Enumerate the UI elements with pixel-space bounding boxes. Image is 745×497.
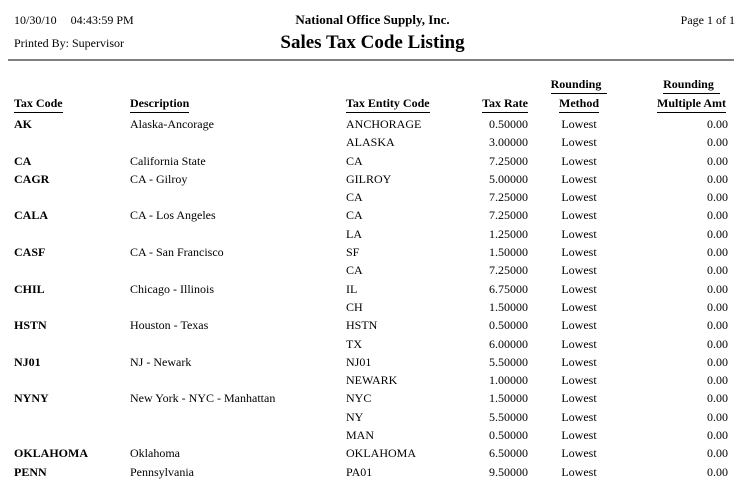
rounding-multiple-amt-cell: 0.00 — [707, 281, 728, 296]
rounding-method-cell: Lowest — [561, 190, 597, 205]
rounding-multiple-amt-cell: 0.00 — [707, 391, 728, 406]
tax-rate-cell: 0.50000 — [489, 318, 528, 333]
tax-code-cell: CA — [14, 153, 32, 168]
table-body — [0, 113, 745, 481]
tax-entity-code-cell: ALASKA — [346, 135, 395, 150]
rounding-multiple-amt-cell: 0.00 — [707, 135, 728, 150]
header-rounding-method-line2: Method — [559, 94, 599, 113]
table-row — [0, 225, 745, 243]
tax-rate-cell: 1.50000 — [489, 299, 528, 314]
rounding-method-cell: Lowest — [561, 318, 597, 333]
table-row — [0, 188, 745, 206]
tax-rate-cell: 7.25000 — [489, 153, 528, 168]
description-cell — [130, 188, 346, 206]
rounding-method-cell: Lowest — [561, 373, 597, 388]
description-cell: California State — [130, 153, 206, 168]
tax-code-cell — [14, 133, 130, 151]
tax-code-cell — [14, 261, 130, 279]
tax-rate-cell: 6.00000 — [489, 336, 528, 351]
rounding-method-cell: Lowest — [561, 391, 597, 406]
tax-code-cell: OKLAHOMA — [14, 446, 88, 461]
tax-rate-cell: 7.25000 — [489, 190, 528, 205]
rounding-method-cell: Lowest — [561, 409, 597, 424]
rounding-multiple-amt-cell: 0.00 — [707, 117, 728, 131]
tax-code-cell: CAGR — [14, 171, 50, 186]
table-row — [0, 298, 745, 316]
table-row — [0, 463, 745, 481]
tax-code-cell — [14, 225, 130, 243]
tax-code-cell: PENN — [14, 464, 47, 479]
tax-rate-cell: 7.25000 — [489, 208, 528, 223]
table-row — [0, 316, 745, 334]
rounding-method-cell: Lowest — [561, 281, 597, 296]
rounding-method-cell: Lowest — [561, 336, 597, 351]
table-row — [0, 206, 745, 224]
header-tax-rate-label: Tax Rate — [482, 94, 528, 113]
report-title: Sales Tax Code Listing — [280, 32, 465, 53]
rounding-multiple-amt-cell: 0.00 — [707, 171, 728, 186]
tax-rate-cell: 5.50000 — [489, 354, 528, 369]
description-cell: CA - San Francisco — [130, 245, 224, 260]
table-row — [0, 426, 745, 444]
tax-entity-code-cell: NY — [346, 409, 364, 424]
rounding-method-cell: Lowest — [561, 208, 597, 223]
header-rule — [8, 59, 734, 61]
tax-code-cell — [14, 408, 130, 426]
tax-code-cell — [14, 371, 130, 389]
rounding-multiple-amt-cell: 0.00 — [707, 373, 728, 388]
description-cell: Houston - Texas — [130, 318, 209, 333]
tax-entity-code-cell: NEWARK — [346, 373, 398, 388]
tax-code-cell: AK — [14, 117, 32, 131]
rounding-multiple-amt-cell: 0.00 — [707, 299, 728, 314]
tax-code-cell: NYNY — [14, 391, 49, 406]
description-cell: Alaska-Ancorage — [130, 117, 214, 131]
header-rounding-method-line1: Rounding — [551, 75, 608, 94]
description-cell — [130, 408, 346, 426]
rounding-method-cell: Lowest — [561, 428, 597, 443]
rounding-multiple-amt-cell: 0.00 — [707, 428, 728, 443]
page-number: Page 1 of 1 — [680, 13, 735, 27]
rounding-method-cell: Lowest — [561, 153, 597, 168]
tax-rate-cell: 0.50000 — [489, 117, 528, 131]
tax-code-cell: CHIL — [14, 281, 45, 296]
description-cell: Oklahoma — [130, 446, 180, 461]
rounding-method-cell: Lowest — [561, 464, 597, 479]
print-time: 04:43:59 PM — [70, 13, 134, 27]
tax-entity-code-cell: MAN — [346, 428, 375, 443]
header-description-label: Description — [130, 94, 189, 113]
description-cell: CA - Gilroy — [130, 171, 188, 186]
tax-entity-code-cell: PA01 — [346, 464, 373, 479]
print-date: 10/30/10 — [14, 13, 57, 27]
table-row — [0, 444, 745, 462]
table-row — [0, 335, 745, 353]
description-cell — [130, 261, 346, 279]
tax-entity-code-cell: CA — [346, 208, 363, 223]
description-cell — [130, 426, 346, 444]
rounding-method-cell: Lowest — [561, 245, 597, 260]
tax-rate-cell: 1.25000 — [489, 226, 528, 241]
rounding-multiple-amt-cell: 0.00 — [707, 190, 728, 205]
tax-code-cell — [14, 426, 130, 444]
table-row — [0, 353, 745, 371]
description-cell: Chicago - Illinois — [130, 281, 214, 296]
table-row — [0, 115, 745, 133]
tax-rate-cell: 5.50000 — [489, 409, 528, 424]
printed-by: Printed By: Supervisor — [14, 36, 124, 50]
tax-entity-code-cell: CH — [346, 299, 363, 314]
tax-rate-cell: 9.50000 — [489, 464, 528, 479]
table-row — [0, 170, 745, 188]
header-rounding-method — [540, 75, 618, 113]
tax-code-cell: CALA — [14, 208, 49, 223]
table-row — [0, 261, 745, 279]
tax-rate-cell: 1.00000 — [489, 373, 528, 388]
tax-rate-cell: 6.75000 — [489, 281, 528, 296]
tax-code-cell: HSTN — [14, 318, 47, 333]
table-row — [0, 133, 745, 151]
header-tax-entity-code-label: Tax Entity Code — [346, 94, 430, 113]
table-row — [0, 389, 745, 407]
rounding-multiple-amt-cell: 0.00 — [707, 336, 728, 351]
rounding-method-cell: Lowest — [561, 226, 597, 241]
rounding-multiple-amt-cell: 0.00 — [707, 464, 728, 479]
rounding-multiple-amt-cell: 0.00 — [707, 318, 728, 333]
tax-rate-cell: 1.50000 — [489, 391, 528, 406]
tax-rate-cell: 5.00000 — [489, 171, 528, 186]
header-tax-rate — [458, 94, 528, 113]
rounding-multiple-amt-cell: 0.00 — [707, 208, 728, 223]
tax-entity-code-cell: CA — [346, 263, 363, 278]
table-row — [0, 408, 745, 426]
company-name: National Office Supply, Inc. — [295, 12, 450, 27]
header-tax-code — [14, 94, 130, 113]
tax-entity-code-cell: ANCHORAGE — [346, 117, 422, 131]
rounding-multiple-amt-cell: 0.00 — [707, 409, 728, 424]
tax-entity-code-cell: CA — [346, 190, 363, 205]
description-cell: NJ - Newark — [130, 354, 192, 369]
table-row — [0, 280, 745, 298]
rounding-multiple-amt-cell: 0.00 — [707, 263, 728, 278]
tax-code-cell — [14, 188, 130, 206]
table-row — [0, 243, 745, 261]
header-rounding-multiple-amt-line1: Rounding — [663, 75, 720, 94]
rounding-multiple-amt-cell: 0.00 — [707, 446, 728, 461]
description-cell: Pennsylvania — [130, 464, 194, 479]
description-cell — [130, 225, 346, 243]
rounding-method-cell: Lowest — [561, 354, 597, 369]
rounding-method-cell: Lowest — [561, 171, 597, 186]
rounding-multiple-amt-cell: 0.00 — [707, 226, 728, 241]
rounding-method-cell: Lowest — [561, 263, 597, 278]
tax-code-cell: CASF — [14, 245, 46, 260]
tax-code-cell — [14, 335, 130, 353]
tax-entity-code-cell: NJ01 — [346, 354, 372, 369]
tax-code-table — [0, 75, 745, 481]
rounding-method-cell: Lowest — [561, 117, 597, 131]
tax-entity-code-cell: CA — [346, 153, 363, 168]
table-row — [0, 371, 745, 389]
rounding-multiple-amt-cell: 0.00 — [707, 354, 728, 369]
rounding-method-cell: Lowest — [561, 299, 597, 314]
tax-rate-cell: 1.50000 — [489, 245, 528, 260]
header-description — [130, 94, 346, 113]
tax-entity-code-cell: NYC — [346, 391, 372, 406]
tax-rate-cell: 0.50000 — [489, 428, 528, 443]
header-tax-code-label: Tax Code — [14, 94, 63, 113]
tax-rate-cell: 3.00000 — [489, 135, 528, 150]
tax-code-cell: NJ01 — [14, 354, 41, 369]
rounding-method-cell: Lowest — [561, 446, 597, 461]
tax-rate-cell: 7.25000 — [489, 263, 528, 278]
description-cell — [130, 298, 346, 316]
tax-entity-code-cell: SF — [346, 245, 360, 260]
rounding-method-cell: Lowest — [561, 135, 597, 150]
tax-code-cell — [14, 298, 130, 316]
tax-entity-code-cell: IL — [346, 281, 358, 296]
description-cell: New York - NYC - Manhattan — [130, 391, 276, 406]
description-cell — [130, 371, 346, 389]
table-header-row — [0, 75, 745, 113]
description-cell — [130, 133, 346, 151]
header-rounding-multiple-amt-line2: Multiple Amt — [657, 94, 726, 113]
description-cell: CA - Los Angeles — [130, 208, 216, 223]
tax-entity-code-cell: OKLAHOMA — [346, 446, 416, 461]
header-rounding-multiple-amt — [650, 75, 733, 113]
tax-entity-code-cell: TX — [346, 336, 362, 351]
description-cell — [130, 335, 346, 353]
rounding-multiple-amt-cell: 0.00 — [707, 153, 728, 168]
tax-entity-code-cell: LA — [346, 226, 362, 241]
table-row — [0, 152, 745, 170]
rounding-multiple-amt-cell: 0.00 — [707, 245, 728, 260]
header-tax-entity-code — [346, 94, 458, 113]
tax-rate-cell: 6.50000 — [489, 446, 528, 461]
tax-entity-code-cell: GILROY — [346, 171, 392, 186]
tax-entity-code-cell: HSTN — [346, 318, 378, 333]
